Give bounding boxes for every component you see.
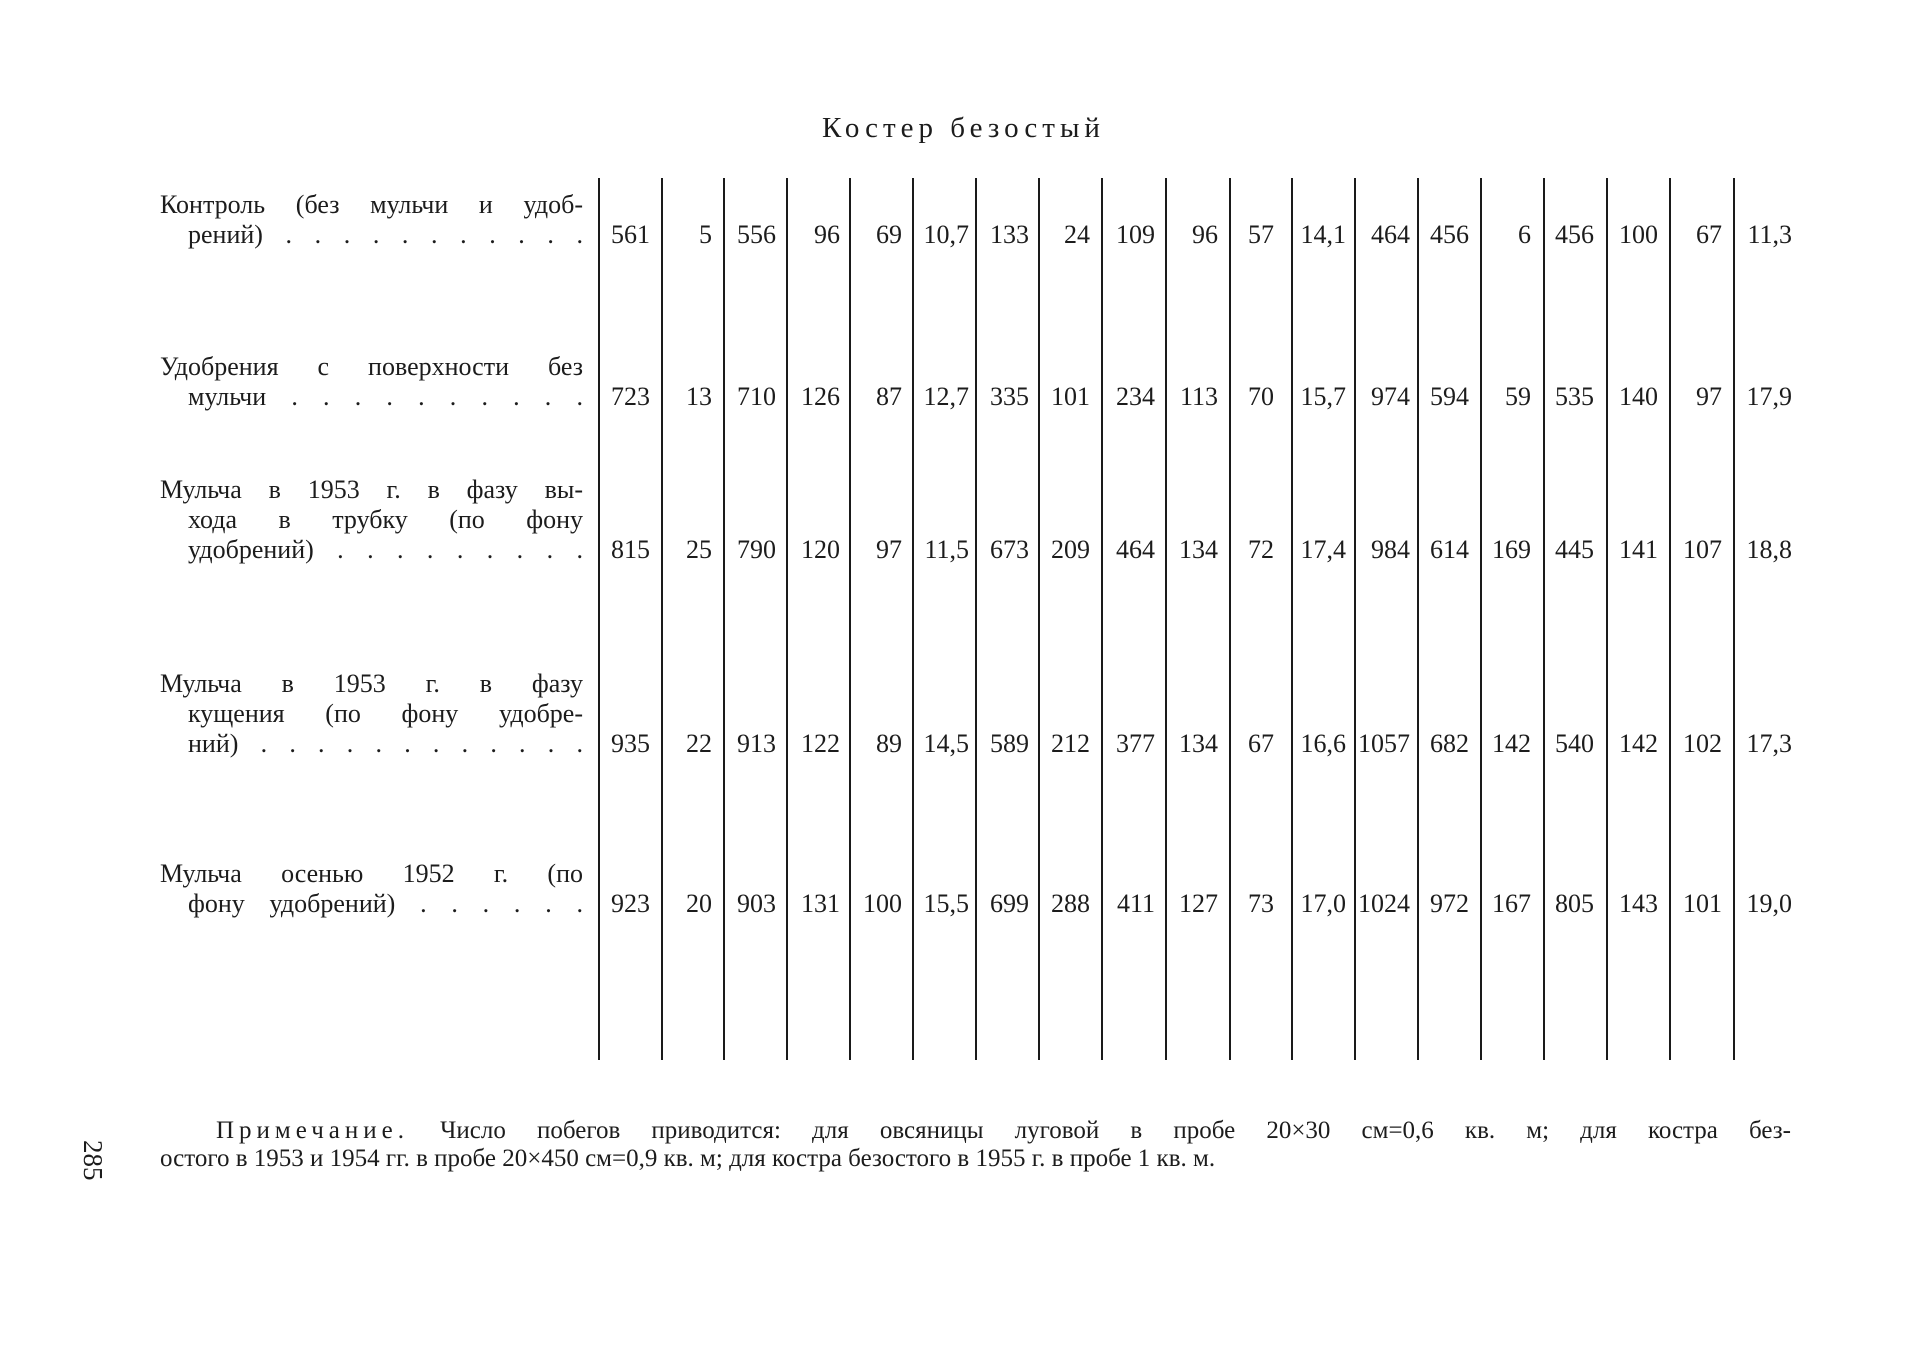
table-cell: 96 <box>1192 220 1218 249</box>
table-cell: 815 <box>611 535 650 564</box>
column-rule <box>1038 178 1040 1060</box>
table-cell: 790 <box>737 535 776 564</box>
table-cell: 20 <box>686 889 712 918</box>
table-cell: 11,5 <box>924 535 969 564</box>
table-cell: 19,0 <box>1746 889 1792 918</box>
column-rule <box>723 178 725 1060</box>
column-rule <box>1417 178 1419 1060</box>
table-cell: 923 <box>611 889 650 918</box>
row-label-line: кущения (по фону удобре- <box>188 699 583 728</box>
column-rule <box>1606 178 1608 1060</box>
table-cell: 212 <box>1051 729 1090 758</box>
table-cell: 143 <box>1619 889 1658 918</box>
table-cell: 903 <box>737 889 776 918</box>
column-rule <box>912 178 914 1060</box>
table-cell: 16,6 <box>1300 729 1346 758</box>
column-rule <box>598 178 600 1060</box>
table-cell: 67 <box>1696 220 1722 249</box>
table-cell: 100 <box>863 889 902 918</box>
row-label-line: фону удобрений) . . . . . . <box>188 889 583 918</box>
table-cell: 24 <box>1064 220 1090 249</box>
table-cell: 556 <box>737 220 776 249</box>
table-cell: 89 <box>876 729 902 758</box>
table-cell: 288 <box>1051 889 1090 918</box>
row-label <box>160 475 583 565</box>
table-cell: 15,5 <box>923 889 969 918</box>
row-label <box>160 190 583 250</box>
table-title: Костер безостый <box>822 112 1105 144</box>
table-cell: 134 <box>1179 535 1218 564</box>
table-cell: 974 <box>1371 382 1410 411</box>
table-cell: 87 <box>876 382 902 411</box>
table-cell: 101 <box>1051 382 1090 411</box>
table-cell: 97 <box>876 535 902 564</box>
table-cell: 805 <box>1555 889 1594 918</box>
row-label <box>160 859 583 919</box>
row-label-line: ний) . . . . . . . . . . . . <box>188 729 583 758</box>
table-cell: 589 <box>990 729 1029 758</box>
table-cell: 234 <box>1116 382 1155 411</box>
table-note <box>160 1117 1791 1173</box>
row-label-line: хода в трубку (по фону <box>188 505 583 534</box>
table-cell: 69 <box>876 220 902 249</box>
table-cell: 17,0 <box>1300 889 1346 918</box>
table-cell: 456 <box>1430 220 1469 249</box>
table-cell: 540 <box>1555 729 1594 758</box>
row-label-line: рений) . . . . . . . . . . . <box>188 220 583 249</box>
note-line-2: остого в 1953 и 1954 гг. в пробе 20×450 см=0,9 кв. м; для костра безостого в 1955 г. в пробе 1 кв. м. <box>160 1145 1216 1172</box>
column-rule <box>1101 178 1103 1060</box>
table-cell: 140 <box>1619 382 1658 411</box>
table-cell: 141 <box>1619 535 1658 564</box>
table-cell: 15,7 <box>1300 382 1346 411</box>
table-cell: 6 <box>1518 220 1531 249</box>
table-cell: 17,9 <box>1746 382 1792 411</box>
table-cell: 1057 <box>1358 729 1410 758</box>
table-cell: 113 <box>1179 382 1218 411</box>
table-cell: 142 <box>1492 729 1531 758</box>
table-cell: 464 <box>1371 220 1410 249</box>
row-label-line: Мульча в 1953 г. в фазу вы- <box>160 475 583 504</box>
table-cell: 107 <box>1683 535 1722 564</box>
table-cell: 335 <box>990 382 1029 411</box>
table-cell: 73 <box>1248 889 1274 918</box>
table-cell: 120 <box>801 535 840 564</box>
table-cell: 14,5 <box>923 729 969 758</box>
table-cell: 456 <box>1555 220 1594 249</box>
table-cell: 14,1 <box>1300 220 1346 249</box>
column-rule <box>1291 178 1293 1060</box>
note-text-1: Число побегов приводится: для овсяницы луговой в пробе 20×30 см=0,6 кв. м; для костра без- <box>440 1117 1791 1144</box>
table-cell: 109 <box>1116 220 1155 249</box>
column-rule <box>1354 178 1356 1060</box>
table-cell: 10,7 <box>923 220 969 249</box>
table-cell: 101 <box>1683 889 1722 918</box>
note-line-1 <box>160 1117 1791 1145</box>
table-cell: 935 <box>611 729 650 758</box>
table-cell: 18,8 <box>1746 535 1792 564</box>
column-rule <box>1733 178 1735 1060</box>
table-cell: 972 <box>1430 889 1469 918</box>
row-label-line: Мульча в 1953 г. в фазу <box>160 669 583 698</box>
table-cell: 100 <box>1619 220 1658 249</box>
column-rule <box>1165 178 1167 1060</box>
table-cell: 22 <box>686 729 712 758</box>
column-rule <box>661 178 663 1060</box>
table-cell: 67 <box>1248 729 1274 758</box>
table-cell: 984 <box>1371 535 1410 564</box>
row-label-line: Удобрения с поверхности без <box>160 352 583 381</box>
table-cell: 72 <box>1248 535 1274 564</box>
table-cell: 11,3 <box>1747 220 1792 249</box>
column-rule <box>1480 178 1482 1060</box>
table-cell: 13 <box>686 382 712 411</box>
row-label-line: мульчи . . . . . . . . . . <box>188 382 583 411</box>
row-label <box>160 352 583 412</box>
row-label-line: удобрений) . . . . . . . . . <box>188 535 583 564</box>
table-cell: 723 <box>611 382 650 411</box>
table-cell: 913 <box>737 729 776 758</box>
table-cell: 682 <box>1430 729 1469 758</box>
table-cell: 133 <box>990 220 1029 249</box>
table-cell: 445 <box>1555 535 1594 564</box>
row-label-line: Контроль (без мульчи и удоб- <box>160 190 583 219</box>
row-label <box>160 669 583 759</box>
table-cell: 102 <box>1683 729 1722 758</box>
table-cell: 699 <box>990 889 1029 918</box>
table-cell: 614 <box>1430 535 1469 564</box>
column-rule <box>1669 178 1671 1060</box>
table-cell: 17,4 <box>1300 535 1346 564</box>
column-rule <box>849 178 851 1060</box>
column-rule <box>786 178 788 1060</box>
table-cell: 57 <box>1248 220 1274 249</box>
table-cell: 134 <box>1179 729 1218 758</box>
table-cell: 127 <box>1179 889 1218 918</box>
table-cell: 70 <box>1248 382 1274 411</box>
table-cell: 561 <box>611 220 650 249</box>
column-rule <box>975 178 977 1060</box>
table-cell: 17,3 <box>1746 729 1792 758</box>
table-cell: 1024 <box>1358 889 1410 918</box>
table-cell: 464 <box>1116 535 1155 564</box>
table-cell: 126 <box>801 382 840 411</box>
table-cell: 131 <box>801 889 840 918</box>
table-cell: 169 <box>1492 535 1531 564</box>
table-cell: 97 <box>1696 382 1722 411</box>
table-cell: 377 <box>1116 729 1155 758</box>
table-cell: 25 <box>686 535 712 564</box>
table-cell: 535 <box>1555 382 1594 411</box>
row-label-line: Мульча осенью 1952 г. (по <box>160 859 583 888</box>
table-cell: 594 <box>1430 382 1469 411</box>
table-cell: 142 <box>1619 729 1658 758</box>
table-cell: 411 <box>1116 889 1155 918</box>
column-rule <box>1229 178 1231 1060</box>
column-rule <box>1543 178 1545 1060</box>
table-cell: 167 <box>1492 889 1531 918</box>
table-cell: 59 <box>1505 382 1531 411</box>
page-number: 285 <box>78 1140 108 1181</box>
table-cell: 710 <box>737 382 776 411</box>
note-heading: Примечание. <box>216 1117 410 1144</box>
table-cell: 122 <box>801 729 840 758</box>
table-cell: 12,7 <box>923 382 969 411</box>
table-cell: 96 <box>814 220 840 249</box>
table-cell: 5 <box>699 220 712 249</box>
table-cell: 209 <box>1051 535 1090 564</box>
table-cell: 673 <box>990 535 1029 564</box>
